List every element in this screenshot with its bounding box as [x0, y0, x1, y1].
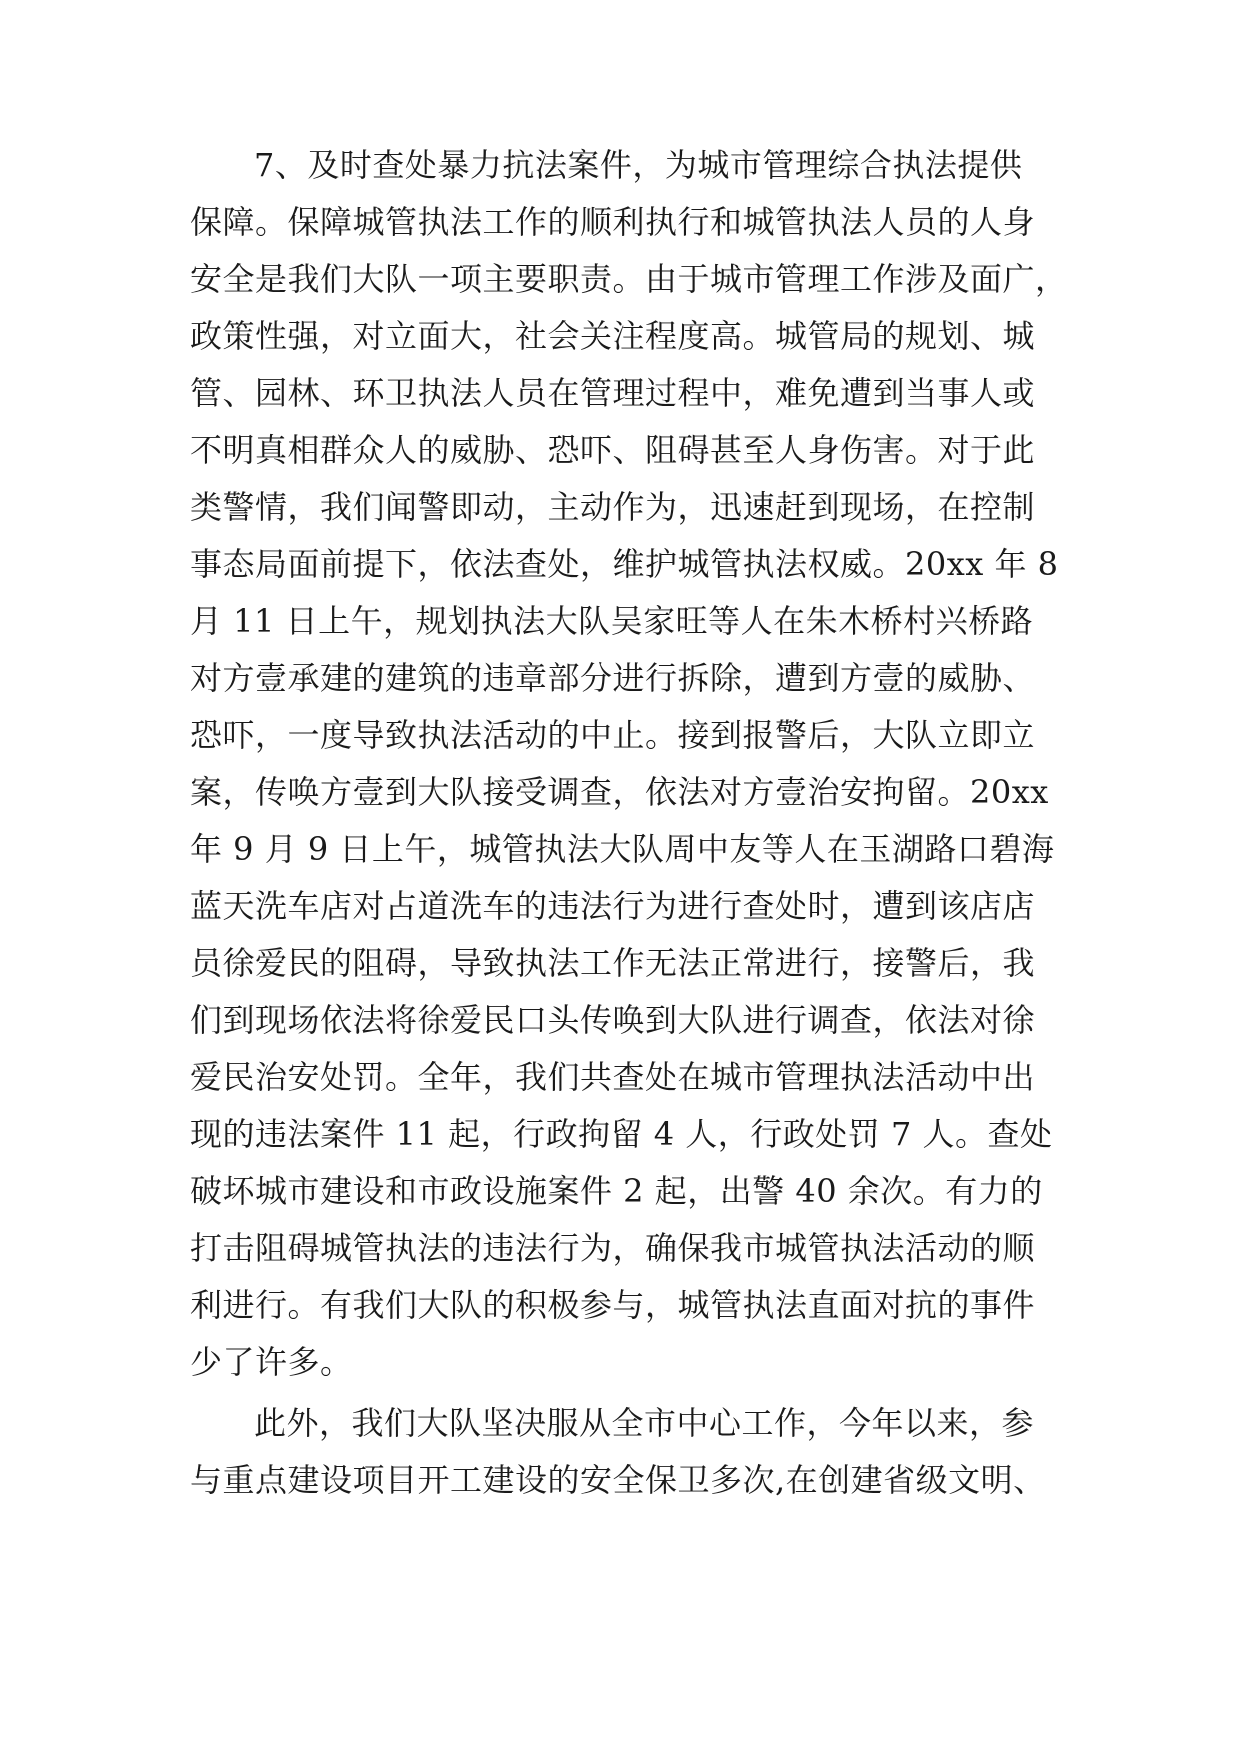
paragraph-1-line-9: 月 11 日上午，规划执法大队吴家旺等人在朱木桥村兴桥路 [190, 602, 1034, 640]
paragraph-1-line-12: 案，传唤方壹到大队接受调查，依法对方壹治安拘留。20xx [190, 773, 1049, 811]
paragraph-1-line-5: 管、园林、环卫执法人员在管理过程中，难免遭到当事人或 [190, 374, 1036, 412]
paragraph-1-line-21: 利进行。有我们大队的积极参与，城管执法直面对抗的事件 [190, 1286, 1036, 1324]
paragraph-1-line-2: 保障。保障城管执法工作的顺利执行和城管执法人员的人身 [190, 203, 1036, 241]
paragraph-1-line-11: 恐吓，一度导致执法活动的中止。接到报警后，大队立即立 [190, 716, 1036, 754]
paragraph-1-line-19: 破坏城市建设和市政设施案件 2 起，出警 40 余次。有力的 [190, 1172, 1043, 1210]
paragraph-1-line-6: 不明真相群众人的威胁、恐吓、阻碍甚至人身伤害。对于此 [190, 431, 1036, 469]
paragraph-1-line-14: 蓝天洗车店对占道洗车的违法行为进行查处时，遭到该店店 [190, 887, 1036, 925]
paragraph-1-line-3: 安全是我们大队一项主要职责。由于城市管理工作涉及面广， [190, 260, 1068, 298]
paragraph-1-line-7: 类警情，我们闻警即动，主动作为，迅速赶到现场，在控制 [190, 488, 1036, 526]
paragraph-1-line-22: 少了许多。 [190, 1343, 353, 1381]
paragraph-2-line-1: 此外，我们大队坚决服从全市中心工作，今年以来，参 [254, 1404, 1035, 1442]
paragraph-1-line-4: 政策性强，对立面大，社会关注程度高。城管局的规划、城 [190, 317, 1036, 355]
paragraph-1-line-8: 事态局面前提下，依法查处，维护城管执法权威。20xx 年 8 [190, 545, 1059, 583]
paragraph-1-line-16: 们到现场依法将徐爱民口头传唤到大队进行调查，依法对徐 [190, 1001, 1036, 1039]
paragraph-1-line-1: 7、及时查处暴力抗法案件，为城市管理综合执法提供 [254, 146, 1023, 184]
paragraph-1-line-10: 对方壹承建的建筑的违章部分进行拆除，遭到方壹的威胁、 [190, 659, 1036, 697]
paragraph-1-line-17: 爱民治安处罚。全年，我们共查处在城市管理执法活动中出 [190, 1058, 1036, 1096]
paragraph-1-line-20: 打击阻碍城管执法的违法行为，确保我市城管执法活动的顺 [190, 1229, 1036, 1267]
paragraph-1-line-18: 现的违法案件 11 起，行政拘留 4 人，行政处罚 7 人。查处 [190, 1115, 1053, 1153]
paragraph-1-line-13: 年 9 月 9 日上午，城管执法大队周中友等人在玉湖路口碧海 [190, 830, 1055, 868]
paragraph-1-line-15: 员徐爱民的阻碍，导致执法工作无法正常进行，接警后，我 [190, 944, 1036, 982]
paragraph-2-line-2: 与重点建设项目开工建设的安全保卫多次,在创建省级文明、 [190, 1461, 1046, 1499]
